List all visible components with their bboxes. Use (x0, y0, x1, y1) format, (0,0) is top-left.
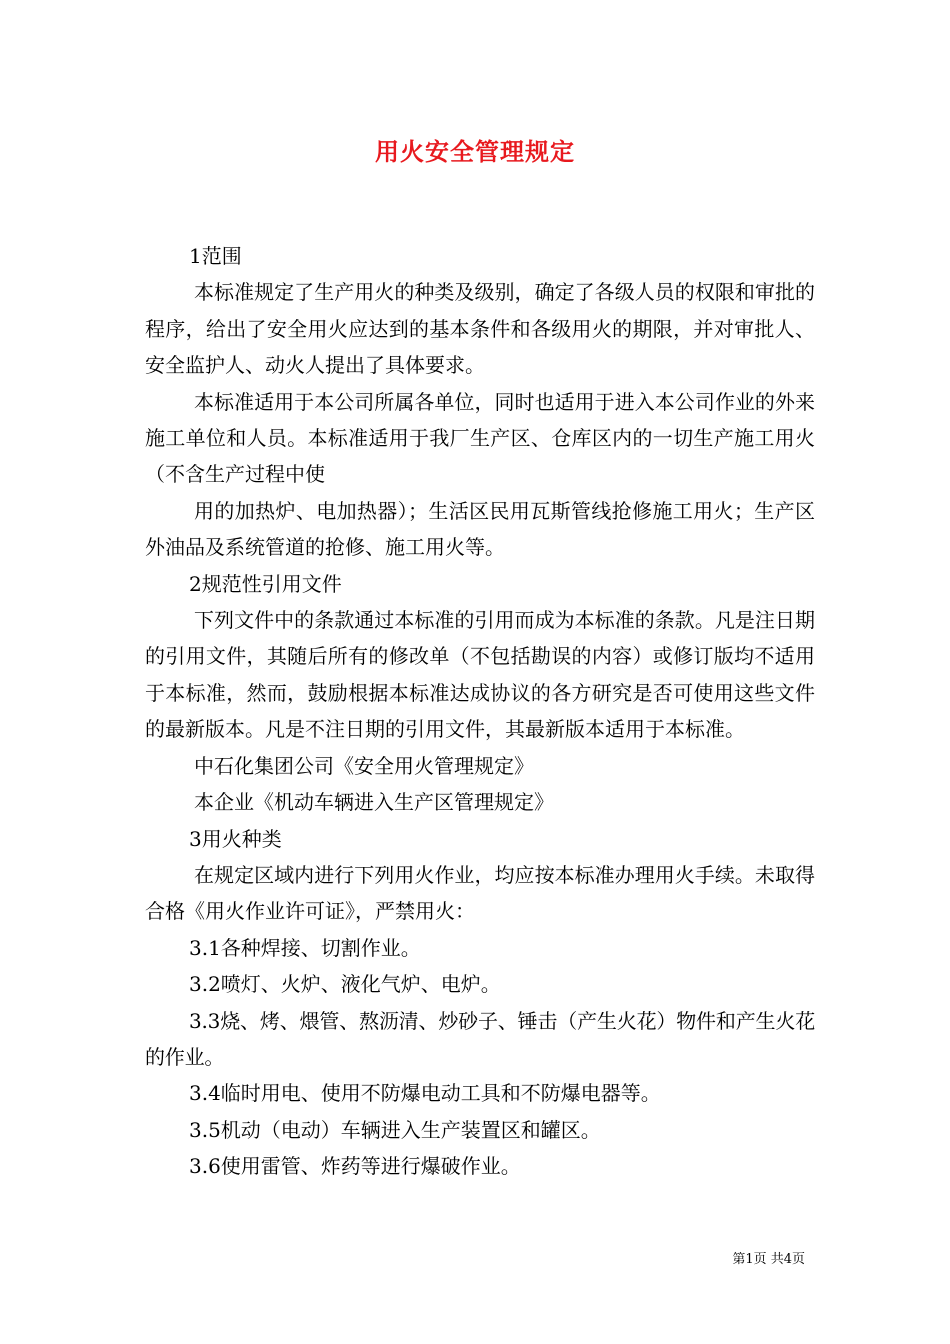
section-heading-references: 2规范性引用文件 (189, 571, 342, 596)
list-item: 3.5机动（电动）车辆进入生产装置区和罐区。 (189, 1117, 601, 1142)
list-item: 3.2喷灯、火炉、液化气炉、电炉。 (189, 972, 501, 997)
section-heading-fire-types: 3用火种类 (189, 826, 282, 851)
reference-item: 中石化集团公司《安全用火管理规定》 (194, 753, 534, 778)
paragraph: 在规定区域内进行下列用火作业，均应按本标准办理用火手续。未取得合格《用火作业许可证》，严禁用火： (145, 862, 815, 924)
paragraph: 本标准规定了生产用火的种类及级别，确定了各级人员的权限和审批的程序，给出了安全用火应达到的基本条件和各级用火的期限，并对审批人、安全监护人、动火人提出了具体要求。 (145, 280, 815, 378)
list-item: 3.4临时用电、使用不防爆电动工具和不防爆电器等。 (189, 1081, 661, 1106)
document-body (145, 238, 815, 1185)
paragraph: 下列文件中的条款通过本标准的引用而成为本标准的条款。凡是注日期的引用文件，其随后所有的修改单（不包括勘误的内容）或修订版均不适用于本标准，然而，鼓励根据本标准达成协议的各方研究是否可使用这些文件的最新版本。凡是不注日期的引用文件，其最新版本适用于本标准。 (145, 608, 815, 742)
document-title: 用火安全管理规定 (375, 137, 575, 166)
section-heading-scope: 1范围 (189, 244, 242, 268)
page-number-footer: 第1页 共4页 (732, 1252, 805, 1267)
list-item: 3.6使用雷管、炸药等进行爆破作业。 (189, 1154, 521, 1179)
paragraph: 本标准适用于本公司所属各单位，同时也适用于进入本公司作业的外来施工单位和人员。本标准适用于我厂生产区、仓库区内的一切生产施工用火（不含生产过程中使 (145, 389, 815, 487)
list-item: 3.1各种焊接、切割作业。 (189, 935, 421, 960)
list-item: 3.3烧、烤、煨管、熬沥清、炒砂子、锤击（产生火花）物件和产生火花的作业。 (145, 1008, 815, 1069)
paragraph: 用的加热炉、电加热器）；生活区民用瓦斯管线抢修施工用火；生产区外油品及系统管道的抢修、施工用火等。 (145, 498, 815, 560)
reference-item: 本企业《机动车辆进入生产区管理规定》 (194, 790, 554, 815)
